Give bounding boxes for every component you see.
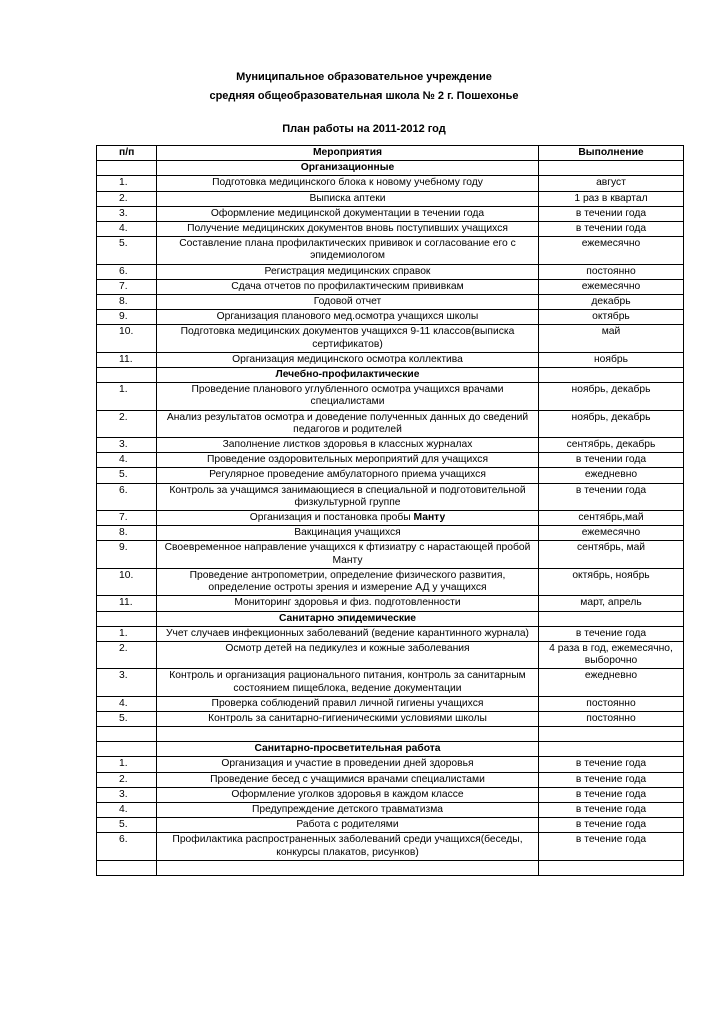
row-number: 2. xyxy=(97,641,157,668)
table-row xyxy=(97,833,684,860)
column-header-num: п/п xyxy=(97,146,157,161)
row-number: 9. xyxy=(97,541,157,568)
table-row xyxy=(97,526,684,541)
row-activity: Анализ результатов осмотра и доведение полученных данных до сведений педагогов и родителей xyxy=(157,410,539,437)
row-execution: в течение года xyxy=(539,802,684,817)
row-execution: ноябрь xyxy=(539,352,684,367)
row-execution: постоянно xyxy=(539,711,684,726)
table-row xyxy=(97,222,684,237)
section-row xyxy=(97,611,684,626)
table-row xyxy=(97,295,684,310)
row-execution: постоянно xyxy=(539,696,684,711)
row-execution: 4 раза в год, ежемесячно, выборочно xyxy=(539,641,684,668)
row-activity-emphasis: Манту xyxy=(413,512,446,524)
table-row xyxy=(97,453,684,468)
empty-cell xyxy=(97,860,157,875)
empty-cell xyxy=(157,860,539,875)
row-activity: Организация планового мед.осмотра учащихся школы xyxy=(157,310,539,325)
row-number: 3. xyxy=(97,787,157,802)
row-number: 2. xyxy=(97,772,157,787)
section-title: Санитарно эпидемические xyxy=(157,611,539,626)
empty-row xyxy=(97,727,684,742)
row-activity: Подготовка медицинских документов учащихся 9-11 классов(выписка сертификатов) xyxy=(157,325,539,352)
table-header-row xyxy=(97,146,684,161)
plan-title: План работы на 2011-2012 год xyxy=(282,123,446,135)
row-execution: в течении года xyxy=(539,453,684,468)
row-activity: Получение медицинских документов вновь поступивших учащихся xyxy=(157,222,539,237)
row-execution: в течение года xyxy=(539,626,684,641)
row-number: 1. xyxy=(97,176,157,191)
row-activity: Проверка соблюдений правил личной гигиены учащихся xyxy=(157,696,539,711)
row-activity: Вакцинация учащихся xyxy=(157,526,539,541)
row-number: 9. xyxy=(97,310,157,325)
row-execution: в течение года xyxy=(539,833,684,860)
section-num-cell xyxy=(97,742,157,757)
table-row xyxy=(97,383,684,410)
row-execution: май xyxy=(539,325,684,352)
row-execution: ноябрь, декабрь xyxy=(539,410,684,437)
empty-cell xyxy=(157,727,539,742)
table-row xyxy=(97,191,684,206)
row-execution: в течение года xyxy=(539,787,684,802)
section-row xyxy=(97,742,684,757)
row-execution: декабрь xyxy=(539,295,684,310)
row-number: 6. xyxy=(97,264,157,279)
row-number: 4. xyxy=(97,802,157,817)
row-number: 5. xyxy=(97,818,157,833)
row-activity: Организация медицинского осмотра коллектива xyxy=(157,352,539,367)
row-activity: Контроль за учащимся занимающиеся в специальной и подготовительной физкультурной группе xyxy=(157,483,539,510)
row-number: 5. xyxy=(97,237,157,264)
header-line-2: средняя общеобразовательная школа № 2 г. Пошехонье xyxy=(209,90,519,102)
column-header-activity: Мероприятия xyxy=(157,146,539,161)
row-execution: октябрь xyxy=(539,310,684,325)
row-number: 4. xyxy=(97,696,157,711)
empty-cell xyxy=(539,727,684,742)
section-exe-cell xyxy=(539,742,684,757)
row-number: 1. xyxy=(97,383,157,410)
row-activity: Оформление медицинской документации в течении года xyxy=(157,206,539,221)
table-row xyxy=(97,669,684,696)
row-execution: в течение года xyxy=(539,818,684,833)
section-num-cell xyxy=(97,611,157,626)
document-header xyxy=(0,68,728,139)
table-row xyxy=(97,438,684,453)
table-row xyxy=(97,410,684,437)
row-activity: Контроль и организация рационального питания, контроль за санитарным состоянием пищеблока, ведение документации xyxy=(157,669,539,696)
table-row xyxy=(97,772,684,787)
row-activity: Профилактика распространенных заболеваний среди учащихся(беседы, конкурсы плакатов, рисунков) xyxy=(157,833,539,860)
row-execution: ежедневно xyxy=(539,669,684,696)
row-activity: Организация и участие в проведении дней здоровья xyxy=(157,757,539,772)
table-row xyxy=(97,641,684,668)
table-row xyxy=(97,483,684,510)
row-activity: Оформление уголков здоровья в каждом классе xyxy=(157,787,539,802)
row-activity: Выписка аптеки xyxy=(157,191,539,206)
table-row xyxy=(97,237,684,264)
table-row xyxy=(97,802,684,817)
table-row xyxy=(97,176,684,191)
row-activity: Мониторинг здоровья и физ. подготовленности xyxy=(157,596,539,611)
row-number: 11. xyxy=(97,352,157,367)
row-number: 1. xyxy=(97,626,157,641)
row-execution: сентябрь, декабрь xyxy=(539,438,684,453)
table-row xyxy=(97,206,684,221)
row-number: 8. xyxy=(97,295,157,310)
row-activity: Проведение планового углубленного осмотра учащихся врачами специалистами xyxy=(157,383,539,410)
row-number: 5. xyxy=(97,711,157,726)
row-execution: сентябрь,май xyxy=(539,511,684,526)
table-row xyxy=(97,541,684,568)
row-activity: Проведение оздоровительных мероприятий для учащихся xyxy=(157,453,539,468)
table-row xyxy=(97,511,684,526)
row-activity: Годовой отчет xyxy=(157,295,539,310)
row-number: 4. xyxy=(97,453,157,468)
row-activity xyxy=(157,511,539,526)
table-row xyxy=(97,757,684,772)
row-number: 3. xyxy=(97,669,157,696)
row-number: 10. xyxy=(97,325,157,352)
row-number: 5. xyxy=(97,468,157,483)
row-number: 7. xyxy=(97,279,157,294)
row-activity: Работа с родителями xyxy=(157,818,539,833)
row-number: 3. xyxy=(97,438,157,453)
row-number: 6. xyxy=(97,833,157,860)
row-number: 2. xyxy=(97,191,157,206)
row-execution: в течении года xyxy=(539,206,684,221)
row-execution: в течении года xyxy=(539,483,684,510)
row-activity: Своевременное направление учащихся к фтизиатру с нарастающей пробой Манту xyxy=(157,541,539,568)
column-header-execution: Выполнение xyxy=(539,146,684,161)
row-activity: Подготовка медицинского блока к новому учебному году xyxy=(157,176,539,191)
row-execution: август xyxy=(539,176,684,191)
row-execution: октябрь, ноябрь xyxy=(539,568,684,595)
row-number: 7. xyxy=(97,511,157,526)
row-execution: в течении года xyxy=(539,222,684,237)
table-row xyxy=(97,626,684,641)
row-activity: Учет случаев инфекционных заболеваний (ведение карантинного журнала) xyxy=(157,626,539,641)
row-number: 3. xyxy=(97,206,157,221)
table-row xyxy=(97,696,684,711)
table-row xyxy=(97,325,684,352)
row-execution: постоянно xyxy=(539,264,684,279)
row-number: 11. xyxy=(97,596,157,611)
row-execution: ежемесячно xyxy=(539,279,684,294)
header-line-1: Муниципальное образовательное учреждение xyxy=(236,71,492,83)
row-activity: Составление плана профилактических прививок и согласование его с эпидемиологом xyxy=(157,237,539,264)
row-execution: 1 раз в квартал xyxy=(539,191,684,206)
section-row xyxy=(97,368,684,383)
section-title: Санитарно-просветительная работа xyxy=(157,742,539,757)
row-execution: в течение года xyxy=(539,757,684,772)
table-row xyxy=(97,818,684,833)
row-activity: Контроль за санитарно-гигиеническими условиями школы xyxy=(157,711,539,726)
row-activity: Регулярное проведение амбулаторного приема учащихся xyxy=(157,468,539,483)
row-activity-text: Организация и постановка пробы xyxy=(249,512,414,524)
table-row xyxy=(97,279,684,294)
table-row xyxy=(97,568,684,595)
row-execution: ноябрь, декабрь xyxy=(539,383,684,410)
row-activity: Предупреждение детского травматизма xyxy=(157,802,539,817)
section-num-cell xyxy=(97,161,157,176)
row-number: 8. xyxy=(97,526,157,541)
table-row xyxy=(97,352,684,367)
row-execution: ежедневно xyxy=(539,468,684,483)
row-execution: ежемесячно xyxy=(539,526,684,541)
table-row xyxy=(97,468,684,483)
row-activity: Заполнение листков здоровья в классных журналах xyxy=(157,438,539,453)
empty-cell xyxy=(97,727,157,742)
row-activity: Проведение бесед с учащимися врачами специалистами xyxy=(157,772,539,787)
section-exe-cell xyxy=(539,611,684,626)
table-row xyxy=(97,264,684,279)
section-row xyxy=(97,161,684,176)
row-activity: Проведение антропометрии, определение физического развития, определение остроты зрения и измерение АД у учащихся xyxy=(157,568,539,595)
table-row xyxy=(97,711,684,726)
row-number: 1. xyxy=(97,757,157,772)
section-exe-cell xyxy=(539,161,684,176)
empty-cell xyxy=(539,860,684,875)
work-plan-table xyxy=(96,145,684,876)
row-number: 10. xyxy=(97,568,157,595)
row-activity: Регистрация медицинских справок xyxy=(157,264,539,279)
row-execution: март, апрель xyxy=(539,596,684,611)
row-number: 2. xyxy=(97,410,157,437)
row-activity: Сдача отчетов по профилактическим прививкам xyxy=(157,279,539,294)
row-execution: сентябрь, май xyxy=(539,541,684,568)
row-activity: Осмотр детей на педикулез и кожные заболевания xyxy=(157,641,539,668)
row-number: 6. xyxy=(97,483,157,510)
section-exe-cell xyxy=(539,368,684,383)
section-num-cell xyxy=(97,368,157,383)
section-title: Лечебно-профилактические xyxy=(157,368,539,383)
table-row xyxy=(97,596,684,611)
table-row xyxy=(97,787,684,802)
row-number: 4. xyxy=(97,222,157,237)
table-row xyxy=(97,310,684,325)
empty-row xyxy=(97,860,684,875)
row-execution: в течение года xyxy=(539,772,684,787)
row-execution: ежемесячно xyxy=(539,237,684,264)
section-title: Организационные xyxy=(157,161,539,176)
